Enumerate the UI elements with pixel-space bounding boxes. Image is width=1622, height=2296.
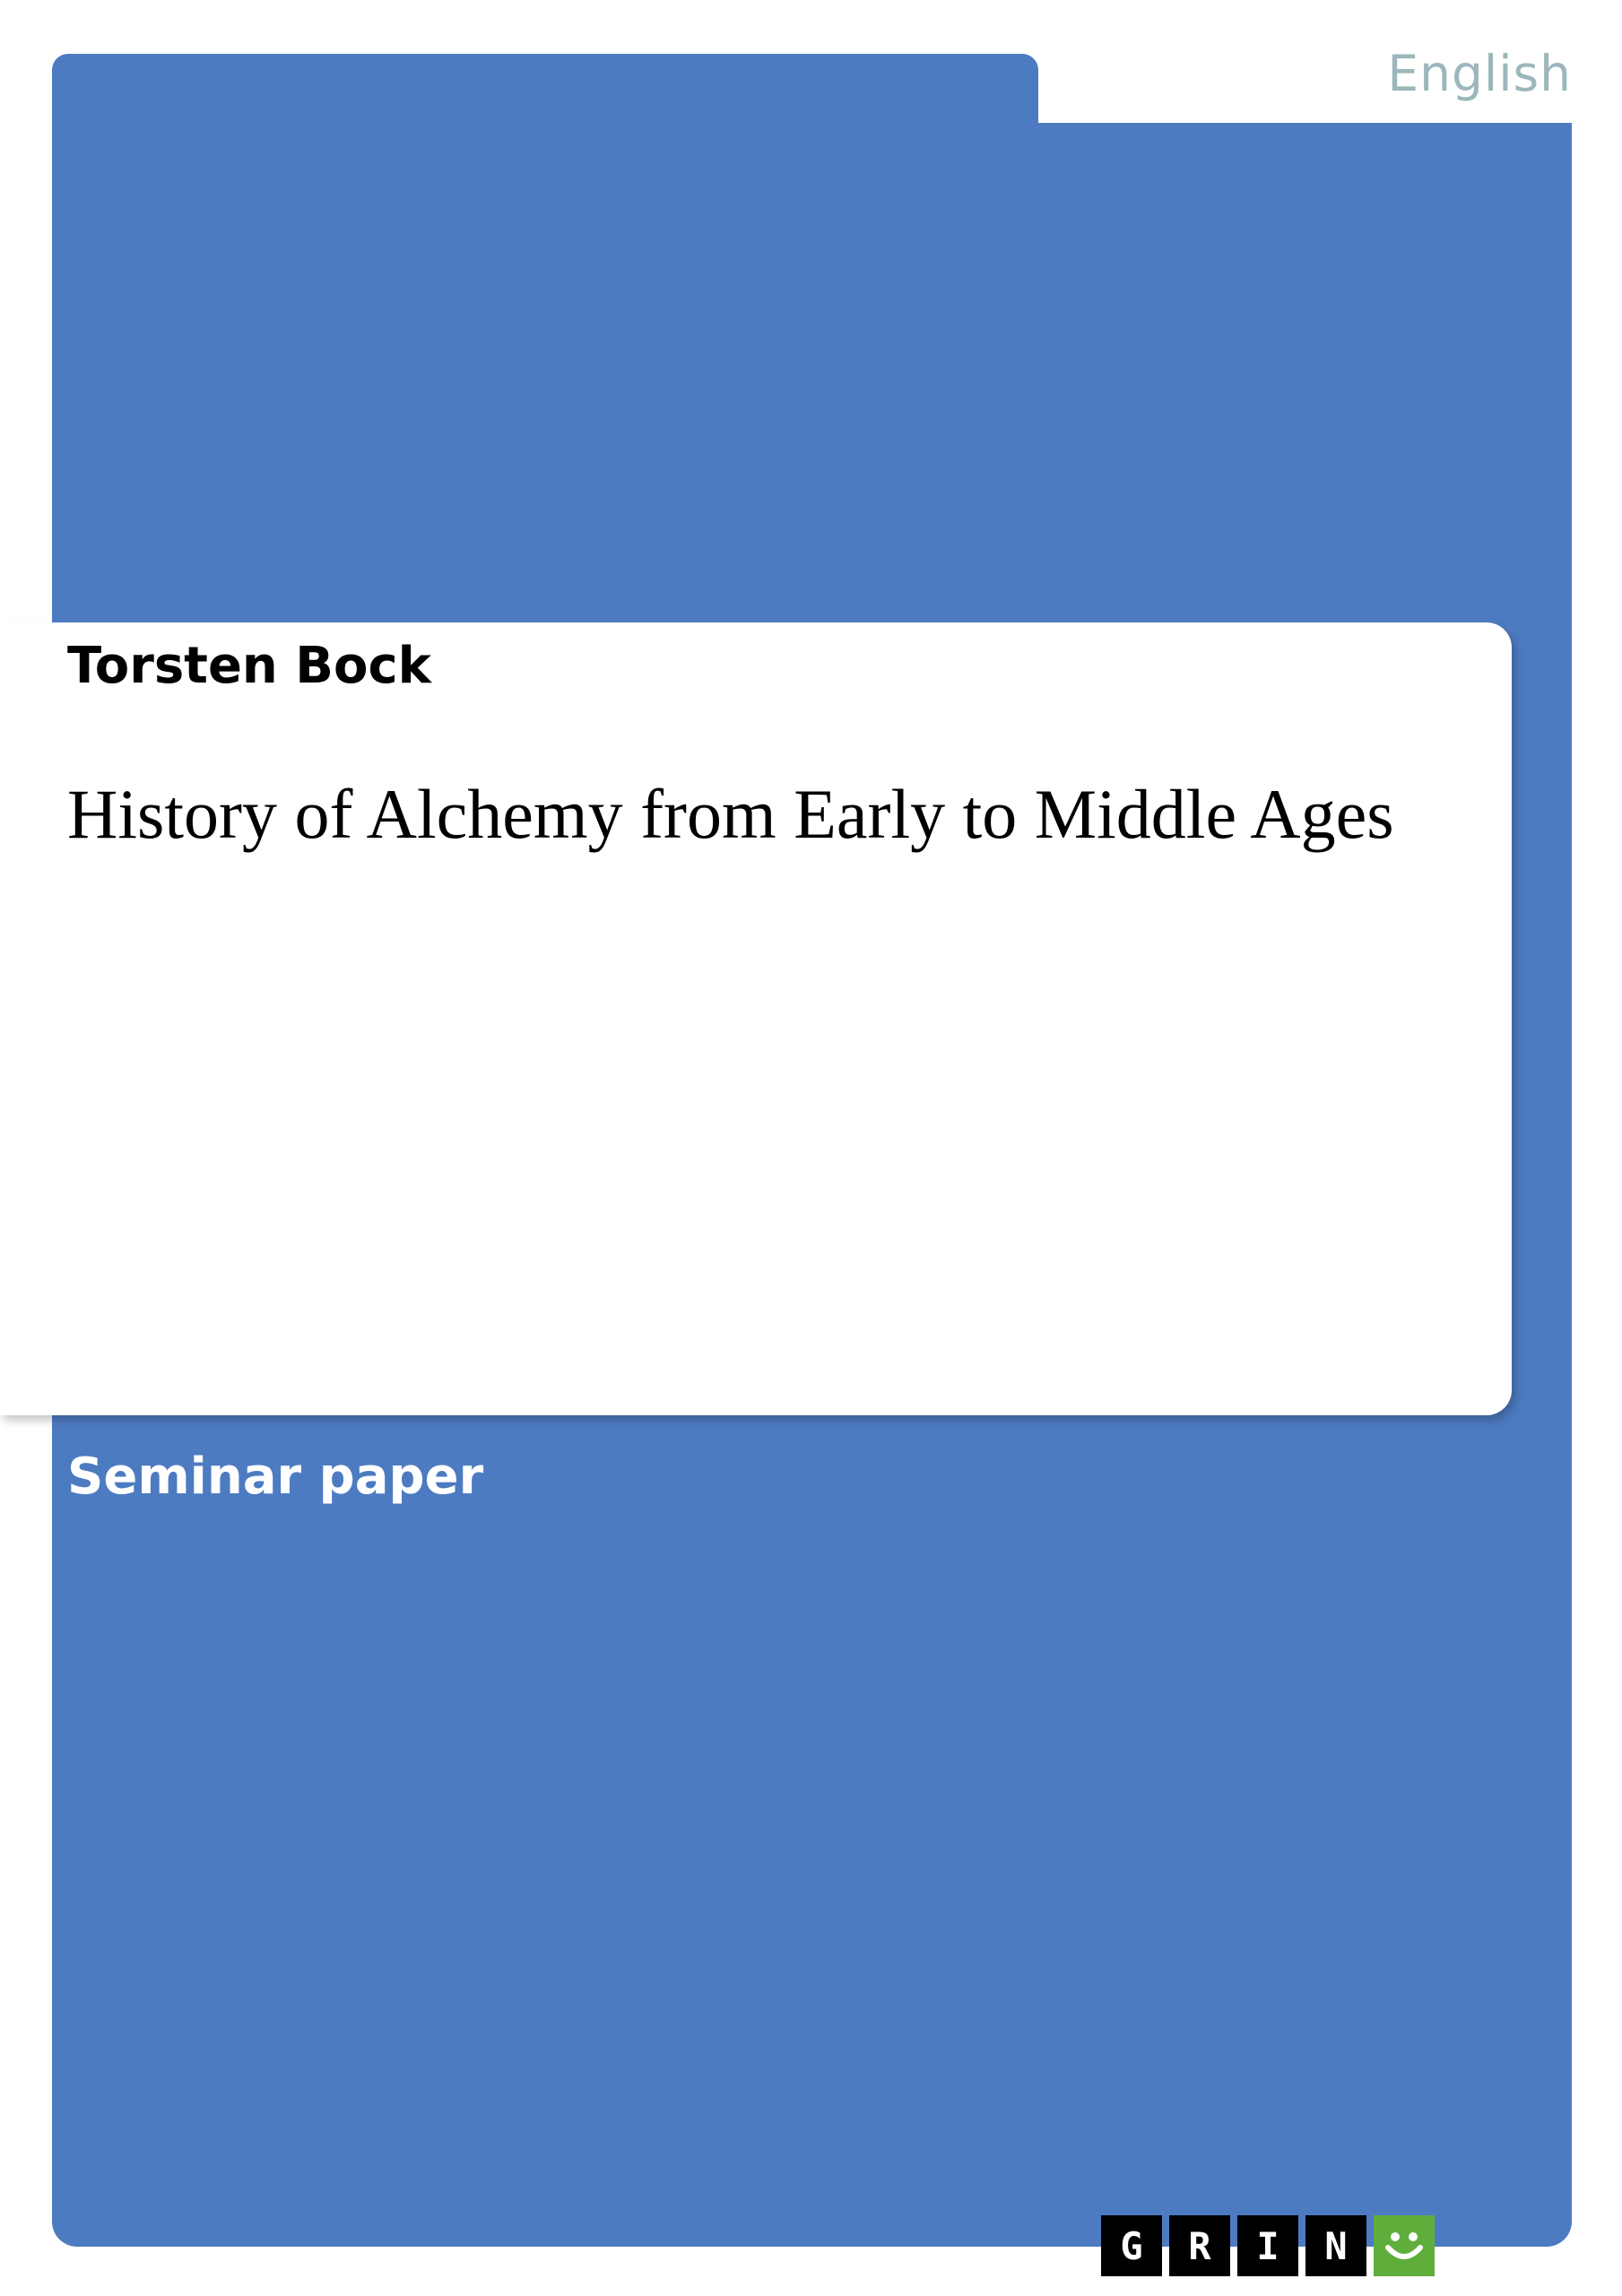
document-title: History of Alchemy from Early to Middle Ages: [67, 775, 1394, 853]
logo-letter-i: I: [1237, 2215, 1298, 2276]
logo-letter-n: N: [1305, 2215, 1366, 2276]
logo-letter-r: R: [1169, 2215, 1230, 2276]
publisher-logo: [1101, 2215, 1435, 2276]
document-type: Seminar paper: [67, 1448, 484, 1506]
language-label: English: [1387, 45, 1572, 102]
author-name: Torsten Bock: [67, 637, 431, 695]
title-card: [0, 622, 1512, 1415]
logo-letter-g: G: [1101, 2215, 1162, 2276]
smile-icon: [1374, 2215, 1435, 2276]
cover-background-strip: [897, 123, 1572, 302]
